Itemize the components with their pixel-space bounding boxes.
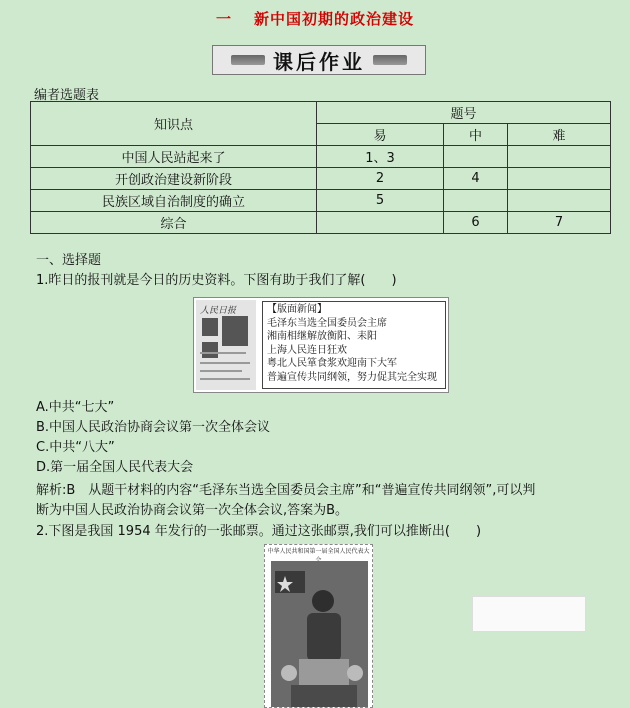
question-1-stem: 1.昨日的报刊就是今日的历史资料。下图有助于我们了解( ): [36, 273, 397, 288]
stamp-caption: 中华人民共和国第一届全国人民代表大: [265, 546, 372, 564]
table-row: [31, 212, 611, 234]
question-2-stem: 2.下图是我国 1954 年发行的一张邮票。通过这张邮票,我们可以推断出( ): [36, 524, 482, 539]
banner-text: 课后作业: [273, 49, 365, 74]
news-line: 毛泽东当选全国委员会主席: [267, 317, 387, 329]
news-line: 上海人民连日狂欢: [267, 344, 347, 356]
cell-point: 开创政治建设新阶段: [31, 168, 317, 190]
question-selection-table: [30, 101, 611, 234]
banner-left-decoration: [231, 55, 265, 65]
newspaper-masthead: 人民日报: [200, 306, 237, 316]
newspaper-photo: [202, 342, 218, 358]
banner-right-decoration: [373, 55, 407, 65]
newspaper-photo: [222, 316, 248, 346]
stamp-image: [264, 544, 373, 708]
header-knowledge-point: 知识点: [31, 102, 317, 146]
page-title: [0, 8, 630, 29]
chapter-number: 一: [215, 10, 232, 28]
header-easy: 易: [317, 124, 444, 146]
table-row: [31, 146, 611, 168]
cell-point: 民族区域自治制度的确立: [31, 190, 317, 212]
table-header-row: [31, 102, 611, 124]
table-label: 编者选题表: [34, 88, 100, 103]
option-d: D.第一届全国人民代表大会: [36, 460, 194, 475]
cell-medium: 6: [444, 212, 508, 234]
option-a: A.中共“七大”: [36, 400, 115, 415]
cell-hard: [508, 146, 611, 168]
header-hard: 难: [508, 124, 611, 146]
table-row: [31, 168, 611, 190]
news-callout-box: [262, 301, 446, 389]
analysis-line-2: 断为中国人民政治协商会议第一次全体会议,答案为B。: [36, 503, 349, 518]
cell-point: 中国人民站起来了: [31, 146, 317, 168]
option-c: C.中共“八大”: [36, 440, 115, 455]
newspaper-image: [196, 300, 256, 390]
cell-easy: 2: [317, 168, 444, 190]
newspaper-figure: [193, 297, 449, 393]
newspaper-photo: [202, 318, 218, 336]
news-line: 普遍宣传共同纲领，努力促其完全实现: [267, 371, 437, 383]
cell-easy: [317, 212, 444, 234]
cell-hard: 7: [508, 212, 611, 234]
news-line: 湘南相继解放衡阳、耒阳: [267, 331, 377, 342]
news-line: 【版面新闻】: [267, 304, 327, 315]
option-b: B.中国人民政治协商会议第一次全体会议: [36, 420, 271, 435]
table-row: [31, 190, 611, 212]
newspaper-line: [200, 378, 250, 380]
cell-easy: 5: [317, 190, 444, 212]
cell-medium: [444, 190, 508, 212]
cell-easy: 1、3: [317, 146, 444, 168]
homework-banner: [212, 45, 426, 75]
newspaper-line: [200, 370, 242, 372]
cell-medium: 4: [444, 168, 508, 190]
header-medium: 中: [444, 124, 508, 146]
cell-point: 综合: [31, 212, 317, 234]
analysis-line-1: 解析:B 从题干材料的内容“毛泽东当选全国委员会主席”和“普遍宣传共同纲领”,可以判: [36, 483, 536, 498]
cell-medium: [444, 146, 508, 168]
cell-hard: [508, 190, 611, 212]
cell-hard: [508, 168, 611, 190]
watermark-logo: [472, 596, 586, 632]
section-heading: 一、选择题: [36, 253, 102, 268]
chapter-title: 新中国初期的政治建设: [254, 10, 415, 28]
header-question-number: 题号: [317, 102, 611, 124]
news-line: 粤北人民箪食浆欢迎南下大军: [267, 358, 397, 369]
stamp-picture: [271, 561, 366, 707]
newspaper-line: [200, 362, 250, 364]
stamp-illustration: [271, 561, 368, 708]
newspaper-line: [200, 352, 246, 354]
